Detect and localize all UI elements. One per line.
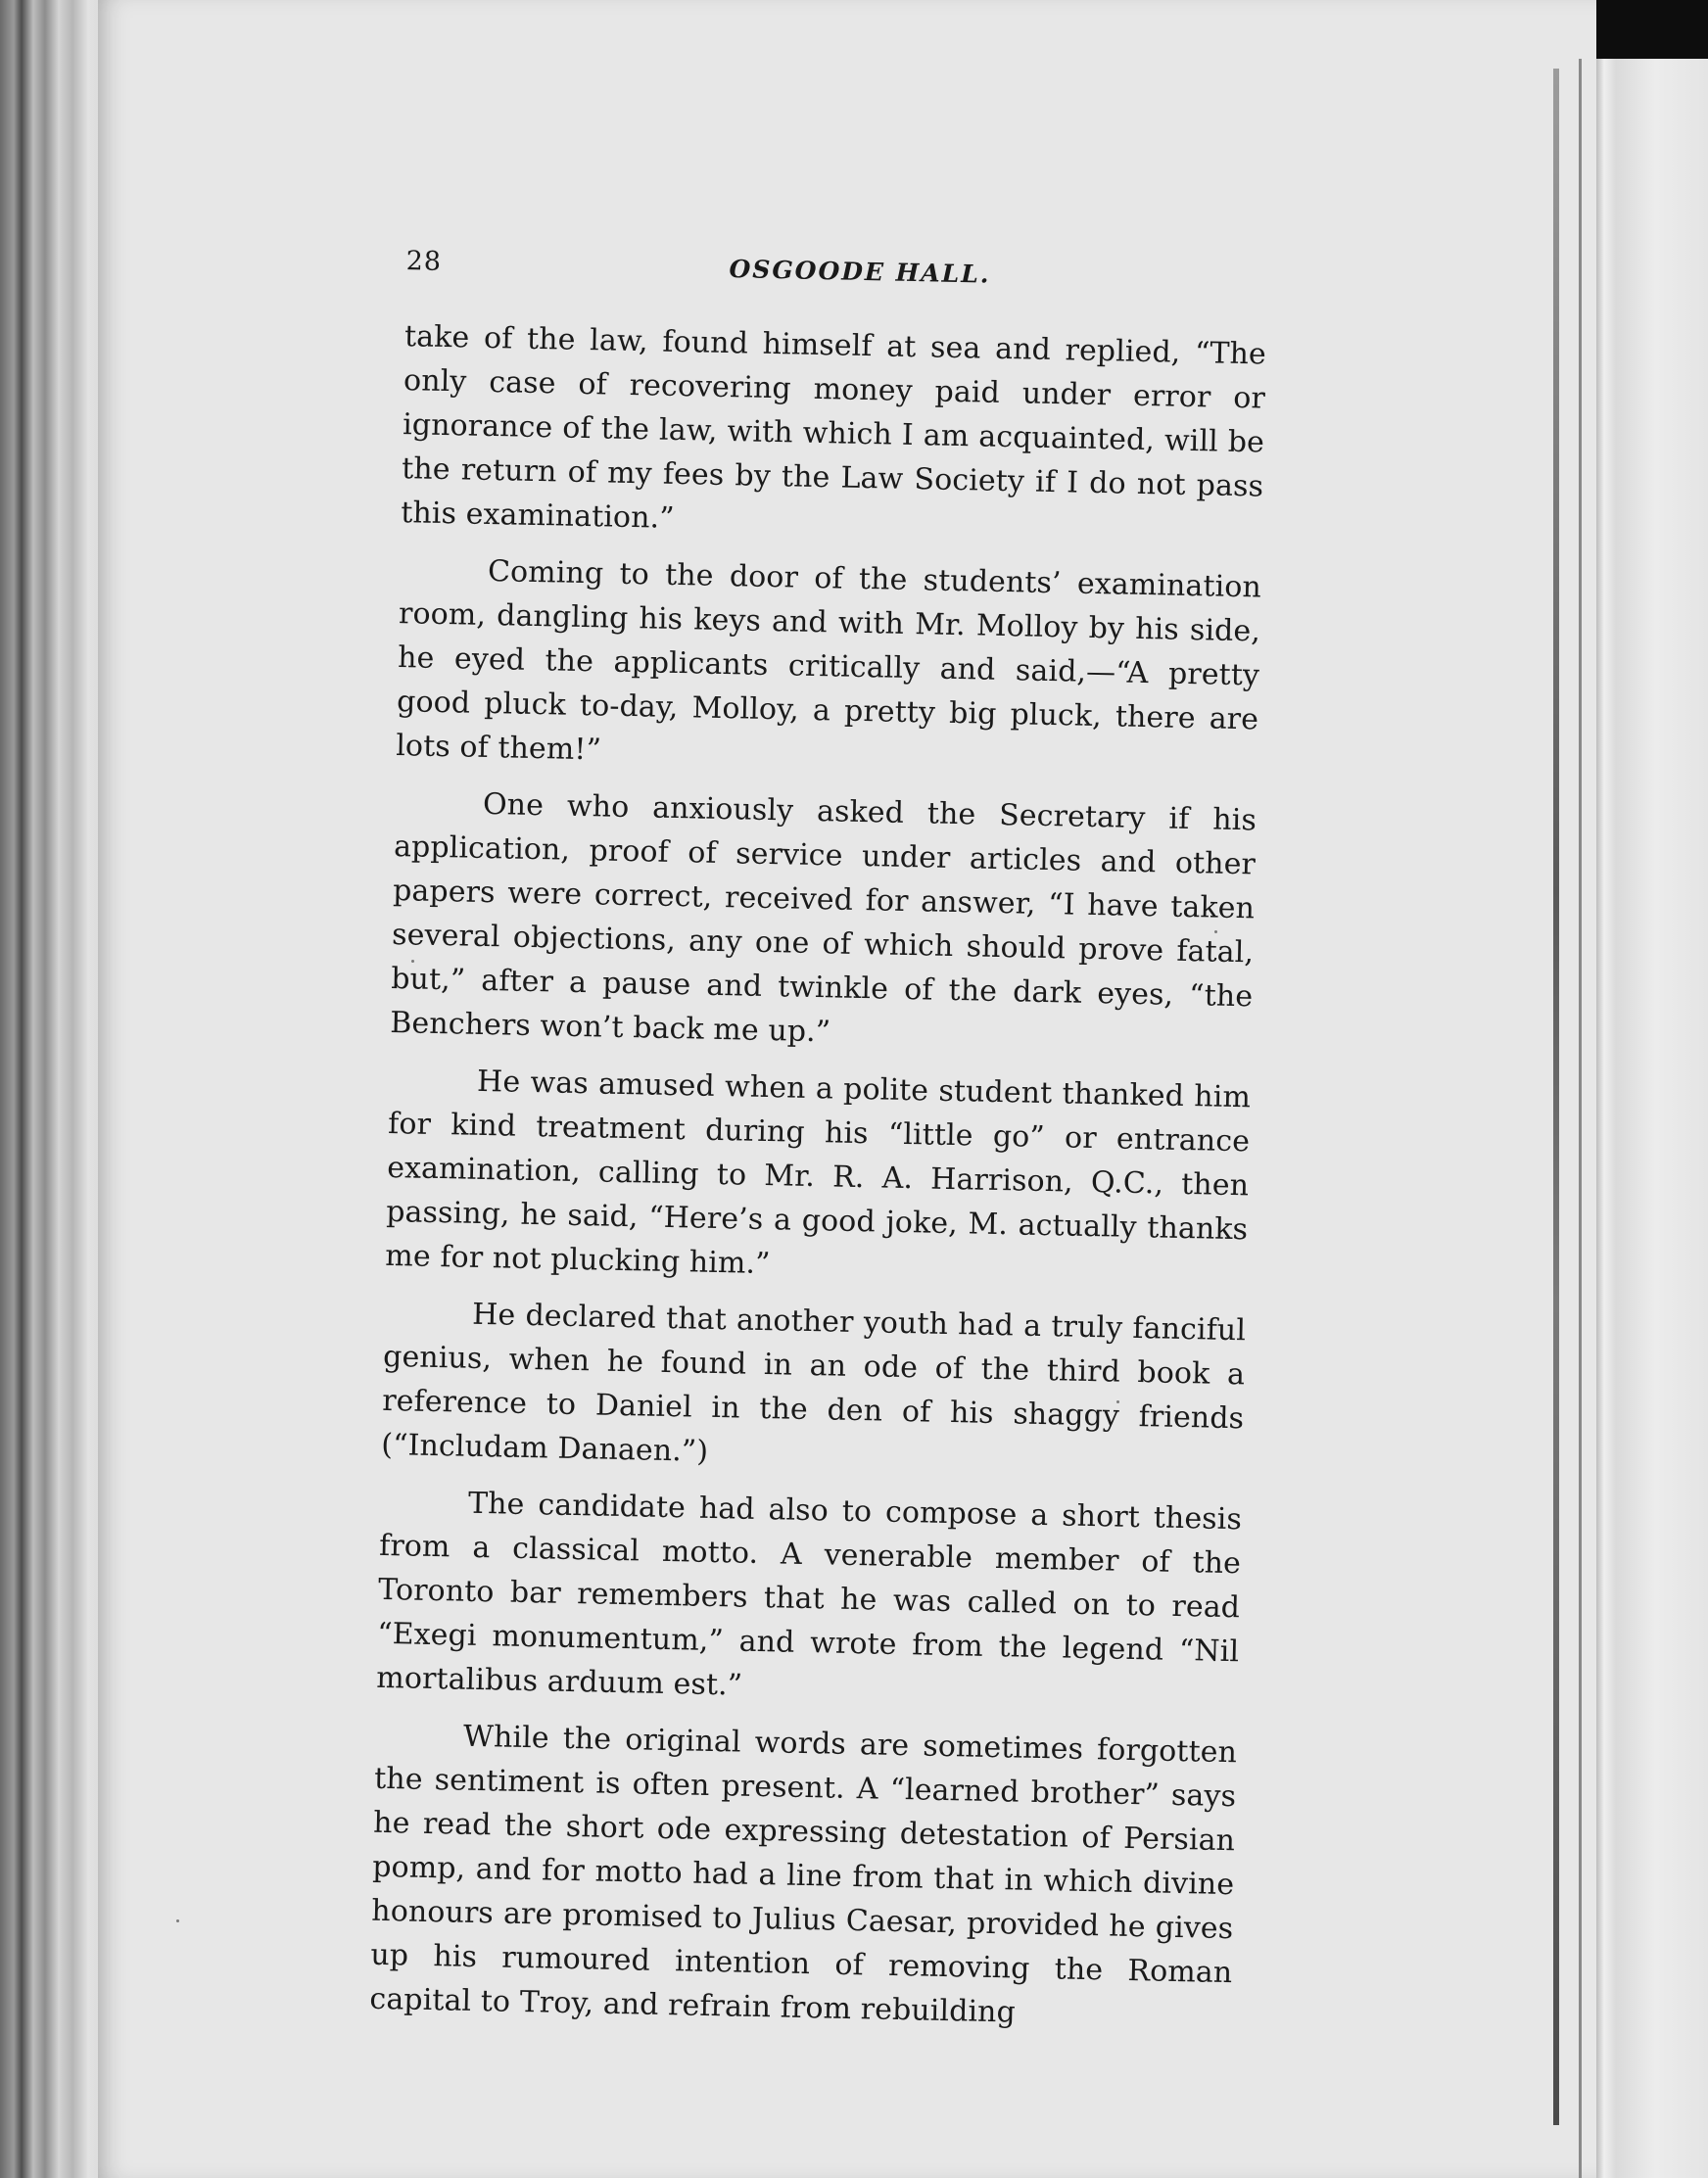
paper-speck bbox=[176, 1919, 179, 1922]
page-content bbox=[315, 245, 1273, 2052]
binding-gutter-shadow bbox=[1553, 69, 1559, 2125]
body-paragraph: While the original words are sometimes forgotten the sentiment is often present. A “learned brother” says he read the short ode expressing detestation of Persian pomp, and for motto had a line from that in which divine honours are promised to Julius Caesar, provided he gives up his rumoured intention of removing the Roman capital to Troy, and refrain from rebuilding bbox=[369, 1719, 1238, 2030]
binding-gutter-edge bbox=[1579, 59, 1582, 2178]
body-paragraph: He was amused when a polite student thanked him for kind treatment during his “little go” or entrance examination, calling to Mr. R. A. Harrison, Q.C., then passing, he said, “Here’s a good joke, M. actually thanks me for not plucking him.” bbox=[385, 1064, 1252, 1282]
facing-page-edge bbox=[1596, 59, 1708, 2178]
body-paragraph: take of the law, found himself at sea and replied, “The only case of recovering money paid under error or ignorance of the law, with which I am acquainted, will be the return of my fees by the Law Society if I do not pass this examination.” bbox=[400, 319, 1267, 536]
running-head-title: OSGOODE HALL. bbox=[729, 255, 991, 289]
body-paragraph: The candidate had also to compose a short thesis from a classical motto. A venerable member of the Toronto bar remembers that he was called on to read “Exegi monumentum,” and wrote from the legend “Nil mortalibus arduum est.” bbox=[375, 1486, 1243, 1703]
book-page-edges bbox=[0, 0, 108, 2178]
body-paragraph: Coming to the door of the students’ examination room, dangling his keys and with Mr. Molloy by his side, he eyed the applicants critically and said,—“A pretty good pluck to-day, Molloy, a pretty big pluck, there are lots of them!” bbox=[395, 553, 1262, 768]
page-number: 28 bbox=[405, 246, 443, 277]
body-paragraph: One who anxiously asked the Secretary if his application, proof of service under articles and other papers were correct, received for answer, “I have taken several objections, any one of which should prove fatal, but,” after a pause and twinkle of the dark eyes, “the Benchers won’t back me up.” bbox=[390, 786, 1257, 1050]
body-paragraph: He declared that another youth had a truly fanciful genius, when he found in an ode of the third book a reference to Daniel in the den of his shaggy friends (“Includam Danaen.”) bbox=[380, 1297, 1247, 1469]
